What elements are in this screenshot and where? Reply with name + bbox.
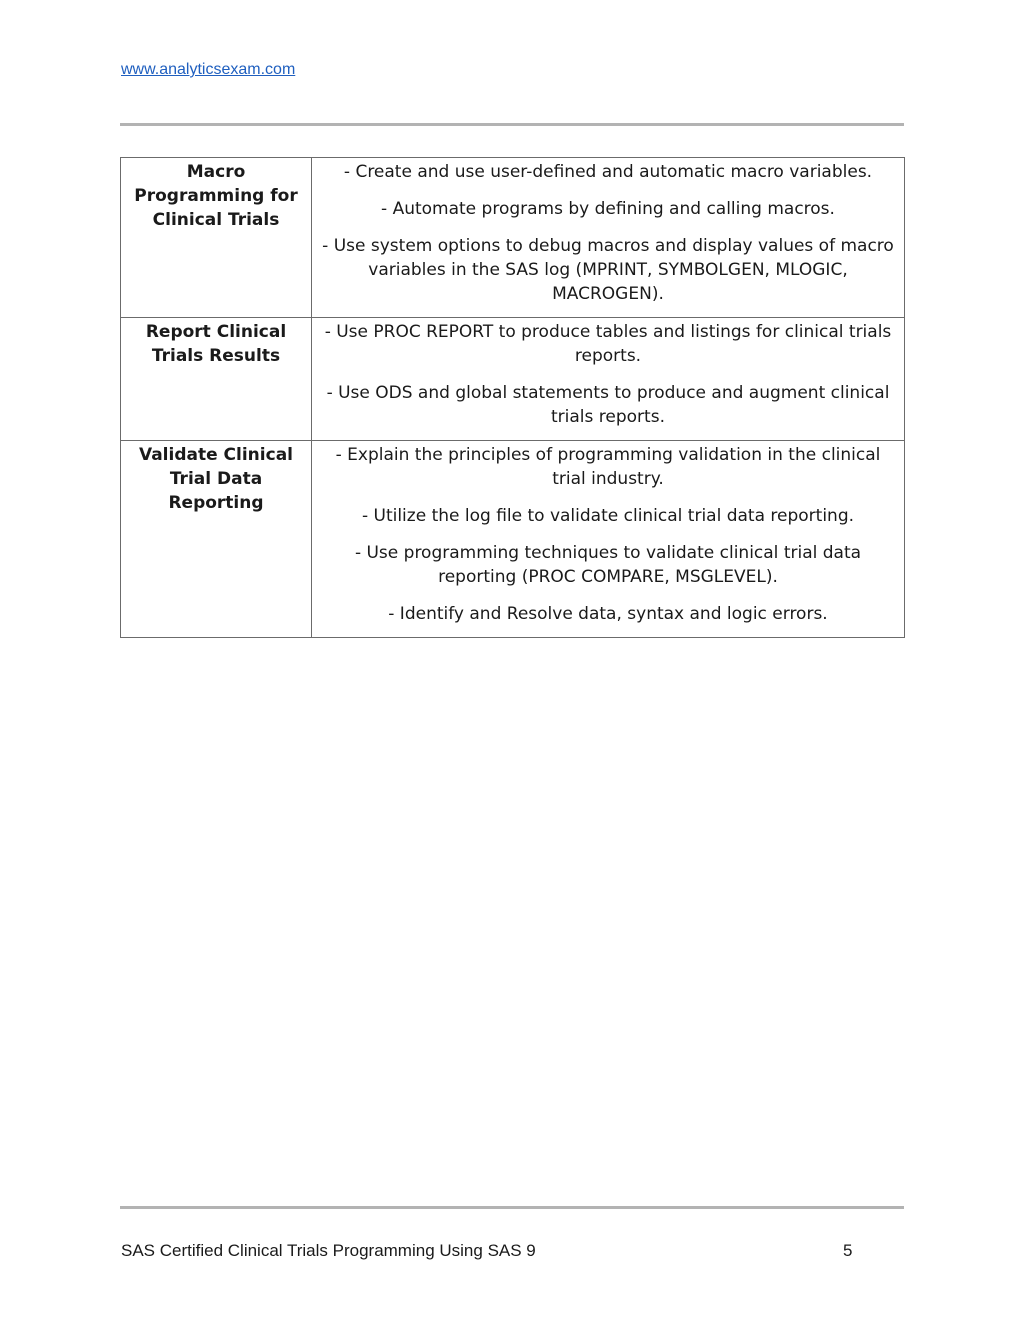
objective-item: - Use PROC REPORT to produce tables and listings for clinical trials reports.: [324, 322, 892, 366]
topic-cell: [121, 318, 312, 441]
objective-item: - Explain the principles of programming validation in the clinical trial industry.: [335, 445, 881, 489]
topic-label: Macro Programming for Clinical Trials: [134, 162, 298, 230]
objective-item: - Use programming techniques to validate clinical trial data reporting (PROC COMPARE, MSGLEVEL).: [354, 543, 862, 587]
table-row: [121, 441, 905, 638]
details-cell: [312, 441, 905, 638]
details-cell: [312, 318, 905, 441]
topic-label: Validate Clinical Trial Data Reporting: [138, 445, 293, 513]
objective-item: - Identify and Resolve data, syntax and logic errors.: [388, 604, 828, 624]
footer-document-title: SAS Certified Clinical Trials Programming Using SAS 9: [121, 1241, 536, 1260]
header-website-link[interactable]: www.analyticsexam.com: [121, 61, 296, 78]
exam-objectives-table: [120, 157, 905, 638]
objective-item: - Create and use user-defined and automatic macro variables.: [343, 162, 873, 182]
footer-divider: [120, 1206, 904, 1209]
header-divider: [120, 123, 904, 126]
topic-cell: [121, 441, 312, 638]
objective-item: - Use ODS and global statements to produce and augment clinical trials reports.: [326, 383, 890, 427]
details-cell: [312, 158, 905, 318]
topic-cell: [121, 158, 312, 318]
objective-item: - Utilize the log file to validate clinical trial data reporting.: [361, 506, 855, 526]
objective-item: - Automate programs by defining and calling macros.: [381, 199, 835, 219]
page-number: 5: [843, 1241, 853, 1260]
table-row: [121, 318, 905, 441]
objective-item: - Use system options to debug macros and display values of macro variables in the SAS log (MPRINT, SYMBOLGEN, MLOGIC, MACROGEN).: [322, 236, 894, 304]
table-row: [121, 158, 905, 318]
topic-label: Report Clinical Trials Results: [145, 322, 287, 366]
